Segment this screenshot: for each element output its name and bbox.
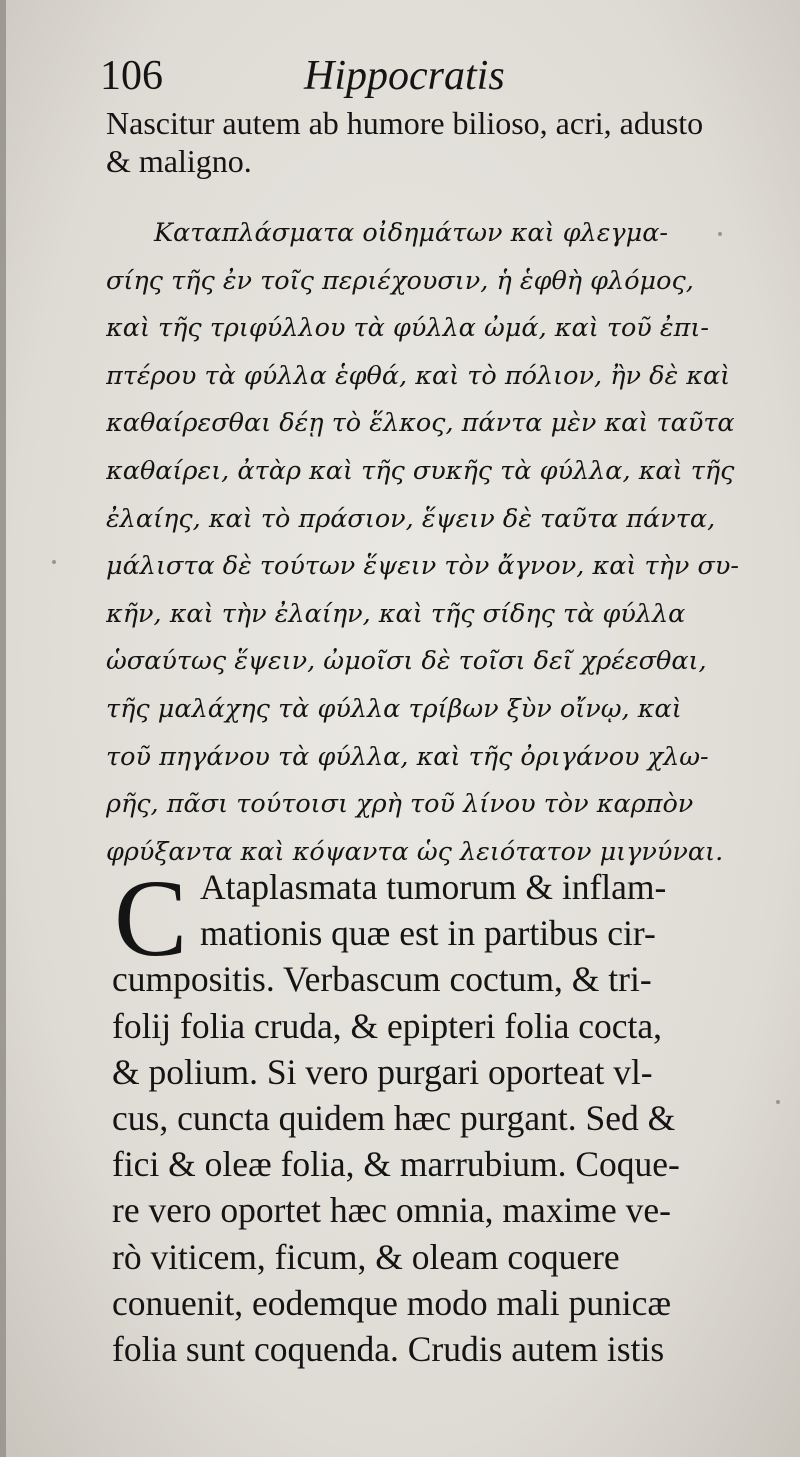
greek-paragraph (106, 210, 786, 876)
latin-line: cus, cuncta quidem hæc purgant. Sed & (112, 1097, 676, 1138)
latin-line: & polium. Si vero purgari oporteat vl- (112, 1051, 653, 1092)
latin-paragraph (112, 857, 782, 1372)
latin-line: cumpositis. Verbascum coctum, & tri- (112, 959, 652, 1000)
greek-line: πτέρου τὰ φύλλα ἑφθά, καὶ τὸ πόλιον, ἢν δὲ καὶ (106, 360, 731, 391)
paper-speck (52, 560, 56, 564)
greek-line: καὶ τῆς τριφύλλου τὰ φύλλα ὠμά, καὶ τοῦ ἐπι- (106, 313, 709, 344)
greek-line: Καταπλάσματα οἰδημάτων καὶ φλεγμα- (154, 218, 669, 248)
greek-line: τοῦ πηγάνου τὰ φύλλα, καὶ τῆς ὀριγάνου χλω- (106, 741, 709, 772)
latin-line: rò viticem, ficum, & oleam coquere (112, 1236, 620, 1277)
latin-line: fici & oleæ folia, & marrubium. Coque- (112, 1144, 680, 1185)
drop-cap: C (114, 857, 188, 979)
latin-line: folia sunt coquenda. Crudis autem istis (112, 1328, 665, 1369)
greek-line: ρῆς, πᾶσι τούτοισι χρὴ τοῦ λίνου τὸν καρπὸν (106, 789, 694, 820)
latin-line: folij folia cruda, & epipteri folia cocta, (112, 1005, 663, 1046)
latin-line: Ataplasmata tumorum & inflam- (200, 867, 667, 907)
running-title: Hippocratis (304, 53, 505, 99)
intro-line: Nascitur autem ab humore bilioso, acri, adusto (106, 105, 704, 141)
greek-line: μάλιστα δὲ τούτων ἕψειν τὸν ἄγνον, καὶ τὴν συ- (106, 551, 740, 582)
page-number: 106 (100, 53, 163, 99)
latin-line: re vero oportet hæc omnia, maxime ve- (112, 1190, 671, 1231)
greek-line: φρύξαντα καὶ κόψαντα ὡς λειότατον μιγνύναι. (106, 836, 724, 867)
greek-line: σίης τῆς ἐν τοῖς περιέχουσιν, ἡ ἑφθὴ φλόμος, (106, 265, 694, 296)
greek-line: κῆν, καὶ τὴν ἐλαίην, καὶ τῆς σίδης τὰ φύλλα (106, 598, 686, 629)
intro-paragraph (106, 104, 776, 180)
greek-line: ὡσαύτως ἕψειν, ὠμοῖσι δὲ τοῖσι δεῖ χρέεσθαι, (106, 646, 707, 677)
greek-line: καθαίρει, ἀτὰρ καὶ τῆς συκῆς τὰ φύλλα, καὶ τῆς (106, 455, 735, 486)
greek-line: καθαίρεσθαι δέῃ τὸ ἕλκος, πάντα μὲν καὶ ταῦτα (106, 408, 735, 439)
greek-line: τῆς μαλάχης τὰ φύλλα τρίβων ξὺν οἴνῳ, καὶ (106, 693, 682, 724)
page-header (100, 52, 780, 104)
latin-line: mationis quæ est in partibus cir- (200, 913, 656, 954)
latin-line: conuenit, eodemque modo mali punicæ (112, 1282, 672, 1323)
intro-line: & maligno. (106, 143, 252, 179)
greek-line: ἐλαίης, καὶ τὸ πράσιον, ἕψειν δὲ ταῦτα πάντα, (106, 503, 716, 534)
